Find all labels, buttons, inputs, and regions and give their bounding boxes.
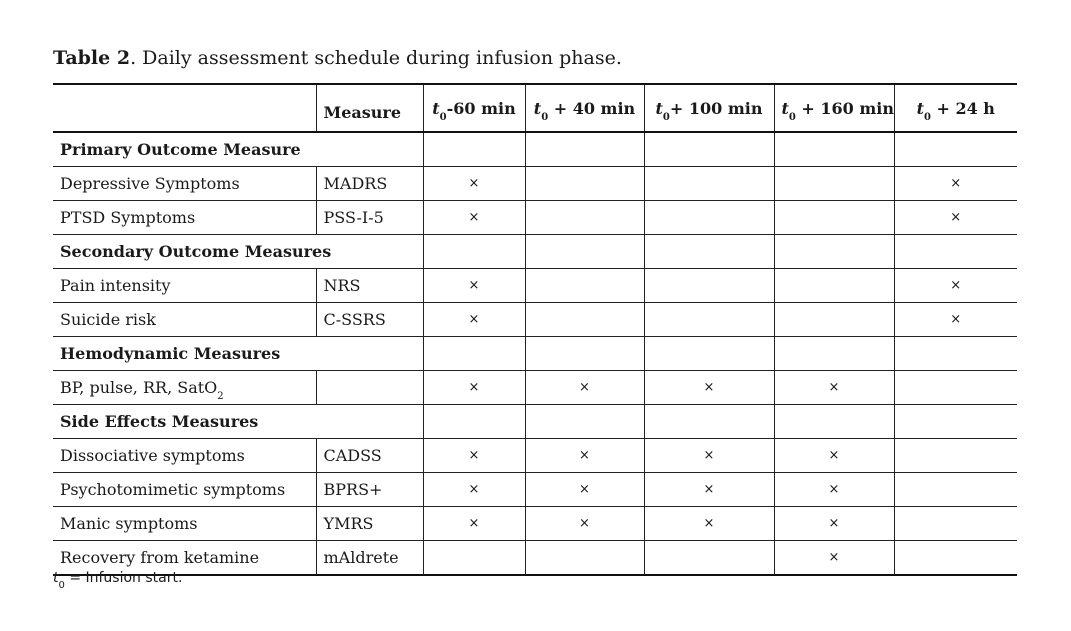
time-symbol: t	[655, 98, 663, 118]
empty-cell	[894, 235, 1017, 269]
assessment-name	[53, 371, 316, 405]
table-row	[53, 371, 1017, 405]
empty-cell	[894, 507, 1017, 541]
empty-cell	[525, 235, 644, 269]
time-offset: + 24 h	[930, 98, 995, 118]
section-title: Primary Outcome Measure	[53, 132, 423, 167]
table-row	[53, 201, 1017, 235]
table-row	[53, 507, 1017, 541]
assessment-mark: ×	[774, 371, 894, 405]
assessment-name-text: Suicide risk	[60, 310, 156, 329]
assessment-name	[53, 507, 316, 541]
empty-cell	[894, 473, 1017, 507]
header-blank	[53, 84, 316, 132]
assessment-mark: ×	[525, 473, 644, 507]
assessment-mark: ×	[423, 371, 525, 405]
empty-cell	[644, 269, 774, 303]
time-subscript: 0	[541, 111, 549, 123]
time-symbol: t	[781, 98, 789, 118]
header-time	[525, 84, 644, 132]
empty-cell	[644, 201, 774, 235]
header-row	[53, 84, 1017, 132]
time-subscript: 0	[788, 111, 796, 123]
section-header-row	[53, 235, 1017, 269]
measure-cell: NRS	[316, 269, 423, 303]
header-time	[423, 84, 525, 132]
table-row	[53, 167, 1017, 201]
empty-cell	[644, 541, 774, 576]
empty-cell	[774, 201, 894, 235]
assessment-mark: ×	[894, 167, 1017, 201]
assessment-name	[53, 167, 316, 201]
assessment-mark: ×	[423, 303, 525, 337]
empty-cell	[525, 132, 644, 167]
empty-cell	[894, 439, 1017, 473]
measure-cell: PSS-I-5	[316, 201, 423, 235]
header-time	[774, 84, 894, 132]
measure-cell: MADRS	[316, 167, 423, 201]
empty-cell	[644, 132, 774, 167]
empty-cell	[525, 541, 644, 576]
empty-cell	[525, 303, 644, 337]
assessment-mark: ×	[525, 439, 644, 473]
measure-cell	[316, 371, 423, 405]
empty-cell	[525, 167, 644, 201]
empty-cell	[774, 132, 894, 167]
time-symbol: t	[533, 98, 542, 118]
empty-cell	[894, 541, 1017, 576]
footnote-time-subscript: 0	[58, 580, 65, 591]
assessment-mark: ×	[774, 541, 894, 576]
empty-cell	[525, 201, 644, 235]
table-row	[53, 303, 1017, 337]
measure-cell: BPRS+	[316, 473, 423, 507]
empty-cell	[644, 235, 774, 269]
time-symbol: t	[916, 98, 924, 118]
empty-cell	[894, 337, 1017, 371]
empty-cell	[644, 303, 774, 337]
empty-cell	[894, 371, 1017, 405]
table-caption	[53, 47, 622, 69]
empty-cell	[774, 269, 894, 303]
assessment-mark: ×	[423, 201, 525, 235]
assessment-name-text: Manic symptoms	[60, 514, 198, 533]
section-header-row	[53, 337, 1017, 371]
table-row	[53, 269, 1017, 303]
section-title: Secondary Outcome Measures	[53, 235, 423, 269]
table-body	[53, 132, 1017, 575]
measure-cell: mAldrete	[316, 541, 423, 576]
assessment-mark: ×	[423, 507, 525, 541]
assessment-name	[53, 473, 316, 507]
empty-cell	[423, 405, 525, 439]
assessment-name-text: Recovery from ketamine	[60, 548, 260, 567]
table-footnote	[53, 570, 183, 591]
table-caption-label: Table 2	[53, 47, 131, 69]
assessment-mark: ×	[644, 439, 774, 473]
section-header-row	[53, 132, 1017, 167]
assessment-mark: ×	[423, 167, 525, 201]
empty-cell	[774, 235, 894, 269]
time-subscript: 0	[662, 111, 670, 123]
empty-cell	[774, 167, 894, 201]
header-time	[644, 84, 774, 132]
assessment-mark: ×	[423, 473, 525, 507]
empty-cell	[423, 235, 525, 269]
assessment-mark: ×	[644, 507, 774, 541]
assessment-name-text: PTSD Symptoms	[60, 208, 196, 227]
table-row	[53, 541, 1017, 576]
assessment-mark: ×	[894, 201, 1017, 235]
assessment-name-text: Dissociative symptoms	[60, 446, 245, 465]
assessment-mark: ×	[525, 371, 644, 405]
empty-cell	[774, 405, 894, 439]
assessment-mark: ×	[774, 439, 894, 473]
assessment-mark: ×	[644, 371, 774, 405]
time-offset: + 100 min	[669, 98, 763, 118]
empty-cell	[644, 405, 774, 439]
time-subscript: 0	[439, 111, 447, 123]
empty-cell	[525, 405, 644, 439]
section-title: Hemodynamic Measures	[53, 337, 423, 371]
assessment-mark: ×	[774, 473, 894, 507]
empty-cell	[423, 132, 525, 167]
table-row	[53, 439, 1017, 473]
empty-cell	[644, 337, 774, 371]
assessment-mark: ×	[894, 303, 1017, 337]
time-offset: + 160 min	[795, 98, 894, 118]
empty-cell	[525, 337, 644, 371]
assessment-mark: ×	[894, 269, 1017, 303]
time-subscript: 0	[923, 111, 931, 123]
footnote-text: = Infusion start.	[64, 570, 183, 586]
assessment-name-text: Pain intensity	[60, 276, 171, 295]
assessment-name-text: Psychotomimetic symptoms	[60, 480, 286, 499]
assessment-name	[53, 201, 316, 235]
time-offset: + 40 min	[548, 98, 636, 118]
assessment-mark: ×	[423, 269, 525, 303]
measure-cell: YMRS	[316, 507, 423, 541]
empty-cell	[525, 269, 644, 303]
table-row	[53, 473, 1017, 507]
empty-cell	[894, 132, 1017, 167]
table-caption-text: . Daily assessment schedule during infusion phase.	[130, 47, 622, 69]
assessment-schedule-table	[53, 83, 1017, 576]
header-time	[894, 84, 1017, 132]
assessment-mark: ×	[423, 439, 525, 473]
assessment-name	[53, 303, 316, 337]
assessment-mark: ×	[774, 507, 894, 541]
header-measure: Measure	[316, 84, 423, 132]
assessment-name-subscript: 2	[217, 391, 224, 402]
measure-cell: C-SSRS	[316, 303, 423, 337]
empty-cell	[774, 337, 894, 371]
assessment-name-text: BP, pulse, RR, SatO	[60, 378, 218, 397]
time-offset: -60 min	[446, 98, 516, 118]
assessment-mark: ×	[525, 507, 644, 541]
footnote-time-symbol: t	[53, 570, 59, 586]
section-header-row	[53, 405, 1017, 439]
assessment-mark: ×	[644, 473, 774, 507]
empty-cell	[423, 541, 525, 576]
measure-cell: CADSS	[316, 439, 423, 473]
time-symbol: t	[432, 98, 440, 118]
assessment-name	[53, 269, 316, 303]
assessment-name-text: Depressive Symptoms	[60, 174, 240, 193]
empty-cell	[644, 167, 774, 201]
empty-cell	[894, 405, 1017, 439]
section-title: Side Effects Measures	[53, 405, 423, 439]
empty-cell	[423, 337, 525, 371]
assessment-name	[53, 439, 316, 473]
empty-cell	[774, 303, 894, 337]
